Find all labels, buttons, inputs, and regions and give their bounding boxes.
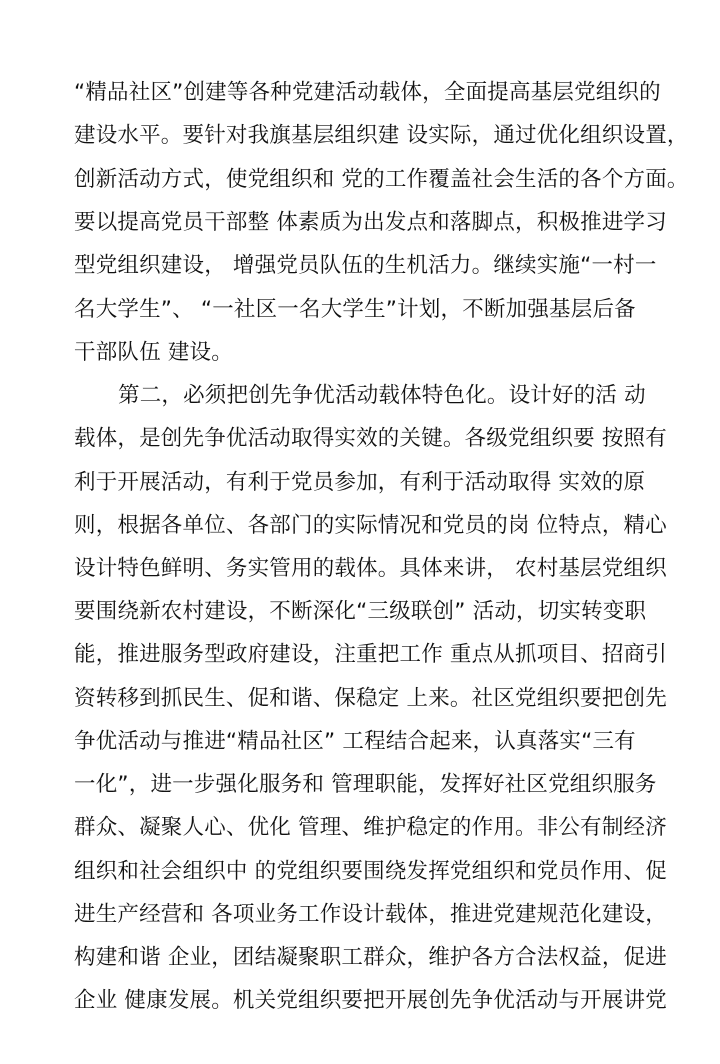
text-line: 型党组织建设， 增强党员队伍的生机活力。继续实施“一村一 [74, 253, 657, 278]
text-line: 名大学生”、 “一社区一名大学生”计划，不断加强基层后备 [74, 297, 636, 322]
text-line: 利于开展活动，有利于党员参加，有利于活动取得 实效的原 [74, 470, 646, 495]
text-line: 设计特色鲜明、务实管用的载体。具体来讲， 农村基层党组织 [74, 556, 667, 581]
text-line: 则，根据各单位、各部门的实际情况和党员的岗 位特点，精心 [74, 513, 667, 538]
text-line: 组织和社会组织中 的党组织要围绕发挥党组织和党员作用、促 [74, 859, 667, 884]
text-line: 建设水平。要针对我旗基层组织建 设实际，通过优化组织设置， [74, 123, 689, 148]
text-line: 干部队伍 建设。 [74, 340, 233, 365]
text-line: 创新活动方式，使党组织和 党的工作覆盖社会生活的各个方面。 [74, 167, 689, 192]
text-line: 争优活动与推进“精品社区” 工程结合起来，认真落实“三有 [74, 729, 636, 754]
text-line: 能，推进服务型政府建设，注重把工作 重点从抓项目、招商引 [74, 642, 667, 667]
text-line: 进生产经营和 各项业务工作设计载体，推进党建规范化建设， [74, 902, 667, 927]
text-line: 资转移到抓民生、促和谐、保稳定 上来。社区党组织要把创先 [74, 686, 667, 711]
text-line: 要以提高党员干部整 体素质为出发点和落脚点，积极推进学习 [74, 210, 667, 235]
text-line: 要围绕新农村建设，不断深化“三级联创” 活动，切实转变职 [74, 599, 647, 624]
text-line: “精品社区”创建等各种党建活动载体，全面提高基层党组织的 [74, 80, 661, 105]
text-line: 载体，是创先争优活动取得实效的关键。各级党组织要 按照有 [74, 426, 667, 451]
text-line: 一化”，进一步强化服务和 管理职能，发挥好社区党组织服务 [74, 772, 657, 797]
text-line: 群众、凝聚人心、优化 管理、维护稳定的作用。非公有制经济 [74, 815, 667, 840]
text-line: 企业 健康发展。机关党组织要把开展创先争优活动与开展讲党 [74, 988, 667, 1013]
text-line: 构建和谐 企业，团结凝聚职工群众，维护各方合法权益，促进 [74, 945, 667, 970]
paragraph-start-line: 第二，必须把创先争优活动载体特色化。设计好的活 动 [118, 383, 646, 408]
